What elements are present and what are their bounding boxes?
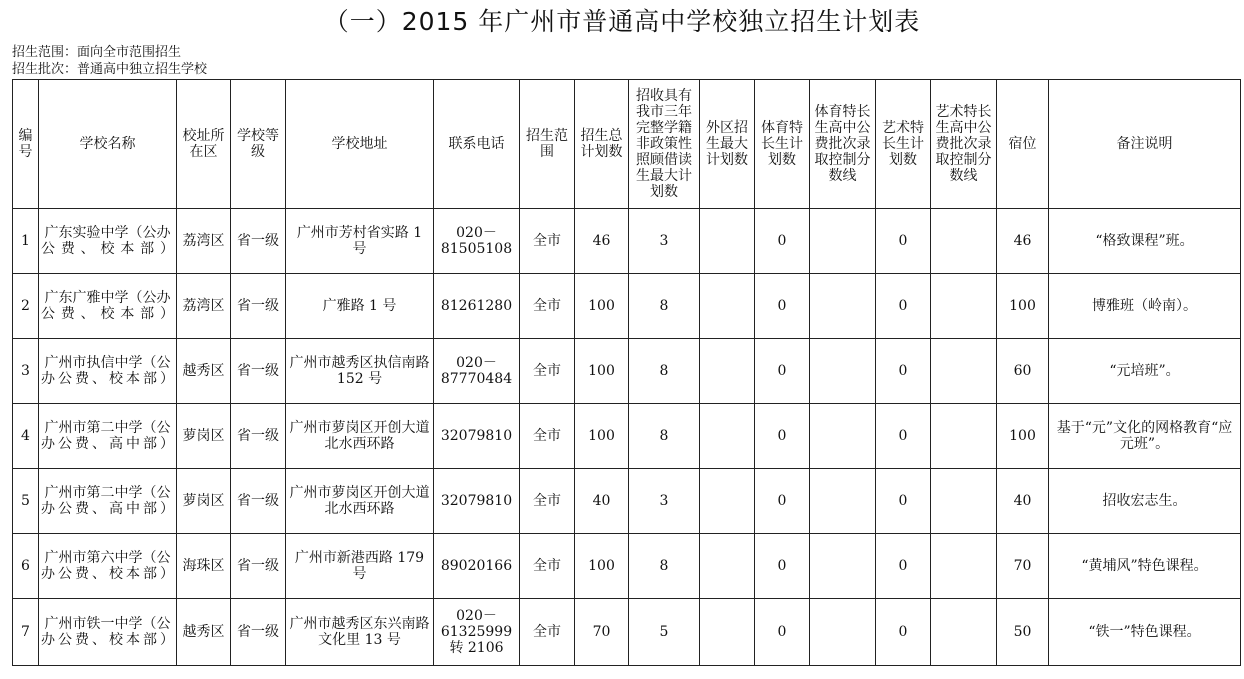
cell-scope: 全市 <box>520 534 575 599</box>
cell-arts-line <box>931 534 997 599</box>
cell-level: 省一级 <box>231 599 286 666</box>
cell-phone: 020－61325999转 2106 <box>434 599 520 666</box>
cell-sports: 0 <box>755 274 810 339</box>
cell-scope: 全市 <box>520 339 575 404</box>
cell-no: 3 <box>13 339 39 404</box>
cell-outside <box>700 534 755 599</box>
cell-arts: 0 <box>876 469 931 534</box>
cell-address: 广州市芳村省实路 1 号 <box>286 209 434 274</box>
cell-outside <box>700 274 755 339</box>
cell-district: 荔湾区 <box>177 209 231 274</box>
cell-dorm: 50 <box>997 599 1049 666</box>
cell-sports-line <box>810 599 876 666</box>
cell-school-name: 广东广雅中学（公办公费、校本部） <box>39 274 177 339</box>
cell-arts: 0 <box>876 339 931 404</box>
cell-level: 省一级 <box>231 209 286 274</box>
cell-no: 2 <box>13 274 39 339</box>
cell-outside <box>700 404 755 469</box>
cell-phone: 81261280 <box>434 274 520 339</box>
cell-arts-line <box>931 274 997 339</box>
cell-arts: 0 <box>876 599 931 666</box>
cell-level: 省一级 <box>231 469 286 534</box>
cell-outside <box>700 599 755 666</box>
header-note: 备注说明 <box>1049 80 1241 209</box>
header-outside-district-plan: 外区招生最大计划数 <box>700 80 755 209</box>
cell-level: 省一级 <box>231 404 286 469</box>
header-no: 编号 <box>13 80 39 209</box>
cell-phone: 020－87770484 <box>434 339 520 404</box>
cell-scope: 全市 <box>520 599 575 666</box>
header-phone: 联系电话 <box>434 80 520 209</box>
header-total-plan: 招生总计划数 <box>575 80 629 209</box>
cell-phone: 32079810 <box>434 469 520 534</box>
header-scope: 招生范围 <box>520 80 575 209</box>
cell-policy: 8 <box>629 274 700 339</box>
table-row <box>13 339 1241 404</box>
cell-arts-line <box>931 599 997 666</box>
cell-district: 萝岗区 <box>177 404 231 469</box>
table-row <box>13 209 1241 274</box>
cell-sports-line <box>810 534 876 599</box>
header-sports-plan: 体育特长生计划数 <box>755 80 810 209</box>
cell-arts-line <box>931 404 997 469</box>
cell-no: 6 <box>13 534 39 599</box>
cell-sports: 0 <box>755 209 810 274</box>
cell-policy: 8 <box>629 534 700 599</box>
cell-policy: 5 <box>629 599 700 666</box>
cell-address: 广州市新港西路 179 号 <box>286 534 434 599</box>
cell-address: 广州市萝岗区开创大道北水西环路 <box>286 404 434 469</box>
cell-district: 越秀区 <box>177 339 231 404</box>
header-address: 学校地址 <box>286 80 434 209</box>
cell-level: 省一级 <box>231 274 286 339</box>
cell-school-name: 广东实验中学（公办公费、校本部） <box>39 209 177 274</box>
header-policy-plan: 招收具有我市三年完整学籍非政策性照顾借读生最大计划数 <box>629 80 700 209</box>
cell-dorm: 60 <box>997 339 1049 404</box>
page-title: （一）2015 年广州市普通高中学校独立招生计划表 <box>323 7 921 36</box>
cell-sports: 0 <box>755 404 810 469</box>
cell-dorm: 100 <box>997 274 1049 339</box>
cell-total: 70 <box>575 599 629 666</box>
cell-scope: 全市 <box>520 274 575 339</box>
cell-no: 5 <box>13 469 39 534</box>
cell-policy: 3 <box>629 209 700 274</box>
cell-address: 广雅路 1 号 <box>286 274 434 339</box>
cell-outside <box>700 209 755 274</box>
header-arts-plan: 艺术特长生计划数 <box>876 80 931 209</box>
cell-note: “格致课程”班。 <box>1049 209 1241 274</box>
cell-total: 100 <box>575 339 629 404</box>
cell-arts-line <box>931 469 997 534</box>
header-sports-score-line: 体育特长生高中公费批次录取控制分数线 <box>810 80 876 209</box>
cell-total: 100 <box>575 274 629 339</box>
cell-total: 40 <box>575 469 629 534</box>
cell-sports: 0 <box>755 534 810 599</box>
cell-dorm: 46 <box>997 209 1049 274</box>
header-arts-score-line: 艺术特长生高中公费批次录取控制分数线 <box>931 80 997 209</box>
cell-scope: 全市 <box>520 209 575 274</box>
cell-phone: 020－81505108 <box>434 209 520 274</box>
cell-no: 4 <box>13 404 39 469</box>
cell-total: 100 <box>575 534 629 599</box>
cell-sports-line <box>810 339 876 404</box>
table-row <box>13 599 1241 666</box>
cell-school-name: 广州市第二中学（公办公费、高中部） <box>39 469 177 534</box>
cell-policy: 8 <box>629 339 700 404</box>
cell-sports-line <box>810 469 876 534</box>
cell-outside <box>700 339 755 404</box>
cell-phone: 89020166 <box>434 534 520 599</box>
enrollment-plan-table <box>12 79 1241 666</box>
cell-note: 基于“元”文化的网格教育“应元班”。 <box>1049 404 1241 469</box>
cell-no: 1 <box>13 209 39 274</box>
cell-school-name: 广州市执信中学（公办公费、校本部） <box>39 339 177 404</box>
cell-address: 广州市越秀区东兴南路文化里 13 号 <box>286 599 434 666</box>
cell-dorm: 70 <box>997 534 1049 599</box>
cell-sports: 0 <box>755 469 810 534</box>
table-row <box>13 404 1241 469</box>
cell-district: 萝岗区 <box>177 469 231 534</box>
cell-total: 46 <box>575 209 629 274</box>
header-district: 校址所在区 <box>177 80 231 209</box>
table-row <box>13 274 1241 339</box>
cell-scope: 全市 <box>520 469 575 534</box>
cell-sports-line <box>810 274 876 339</box>
table-header-row <box>13 80 1241 209</box>
cell-note: “黄埔风”特色课程。 <box>1049 534 1241 599</box>
cell-note: “铁一”特色课程。 <box>1049 599 1241 666</box>
cell-arts-line <box>931 209 997 274</box>
cell-arts: 0 <box>876 274 931 339</box>
cell-school-name: 广州市铁一中学（公办公费、校本部） <box>39 599 177 666</box>
cell-dorm: 40 <box>997 469 1049 534</box>
cell-district: 荔湾区 <box>177 274 231 339</box>
cell-sports-line <box>810 209 876 274</box>
cell-district: 越秀区 <box>177 599 231 666</box>
cell-sports-line <box>810 404 876 469</box>
cell-address: 广州市越秀区执信南路 152 号 <box>286 339 434 404</box>
table-row <box>13 469 1241 534</box>
cell-arts: 0 <box>876 534 931 599</box>
cell-note: “元培班”。 <box>1049 339 1241 404</box>
cell-district: 海珠区 <box>177 534 231 599</box>
cell-arts: 0 <box>876 404 931 469</box>
cell-sports: 0 <box>755 339 810 404</box>
cell-dorm: 100 <box>997 404 1049 469</box>
cell-school-name: 广州市第二中学（公办公费、高中部） <box>39 404 177 469</box>
cell-level: 省一级 <box>231 534 286 599</box>
cell-school-name: 广州市第六中学（公办公费、校本部） <box>39 534 177 599</box>
table-row <box>13 534 1241 599</box>
cell-arts: 0 <box>876 209 931 274</box>
cell-policy: 8 <box>629 404 700 469</box>
cell-no: 7 <box>13 599 39 666</box>
cell-note: 招收宏志生。 <box>1049 469 1241 534</box>
cell-address: 广州市萝岗区开创大道北水西环路 <box>286 469 434 534</box>
enrollment-batch-line: 招生批次：普通高中独立招生学校 <box>12 62 208 77</box>
cell-scope: 全市 <box>520 404 575 469</box>
cell-policy: 3 <box>629 469 700 534</box>
header-school-name: 学校名称 <box>39 80 177 209</box>
enrollment-scope-line: 招生范围：面向全市范围招生 <box>12 45 182 60</box>
cell-outside <box>700 469 755 534</box>
cell-note: 博雅班（岭南）。 <box>1049 274 1241 339</box>
cell-level: 省一级 <box>231 339 286 404</box>
cell-phone: 32079810 <box>434 404 520 469</box>
header-school-level: 学校等级 <box>231 80 286 209</box>
cell-sports: 0 <box>755 599 810 666</box>
header-dorm: 宿位 <box>997 80 1049 209</box>
cell-total: 100 <box>575 404 629 469</box>
cell-arts-line <box>931 339 997 404</box>
